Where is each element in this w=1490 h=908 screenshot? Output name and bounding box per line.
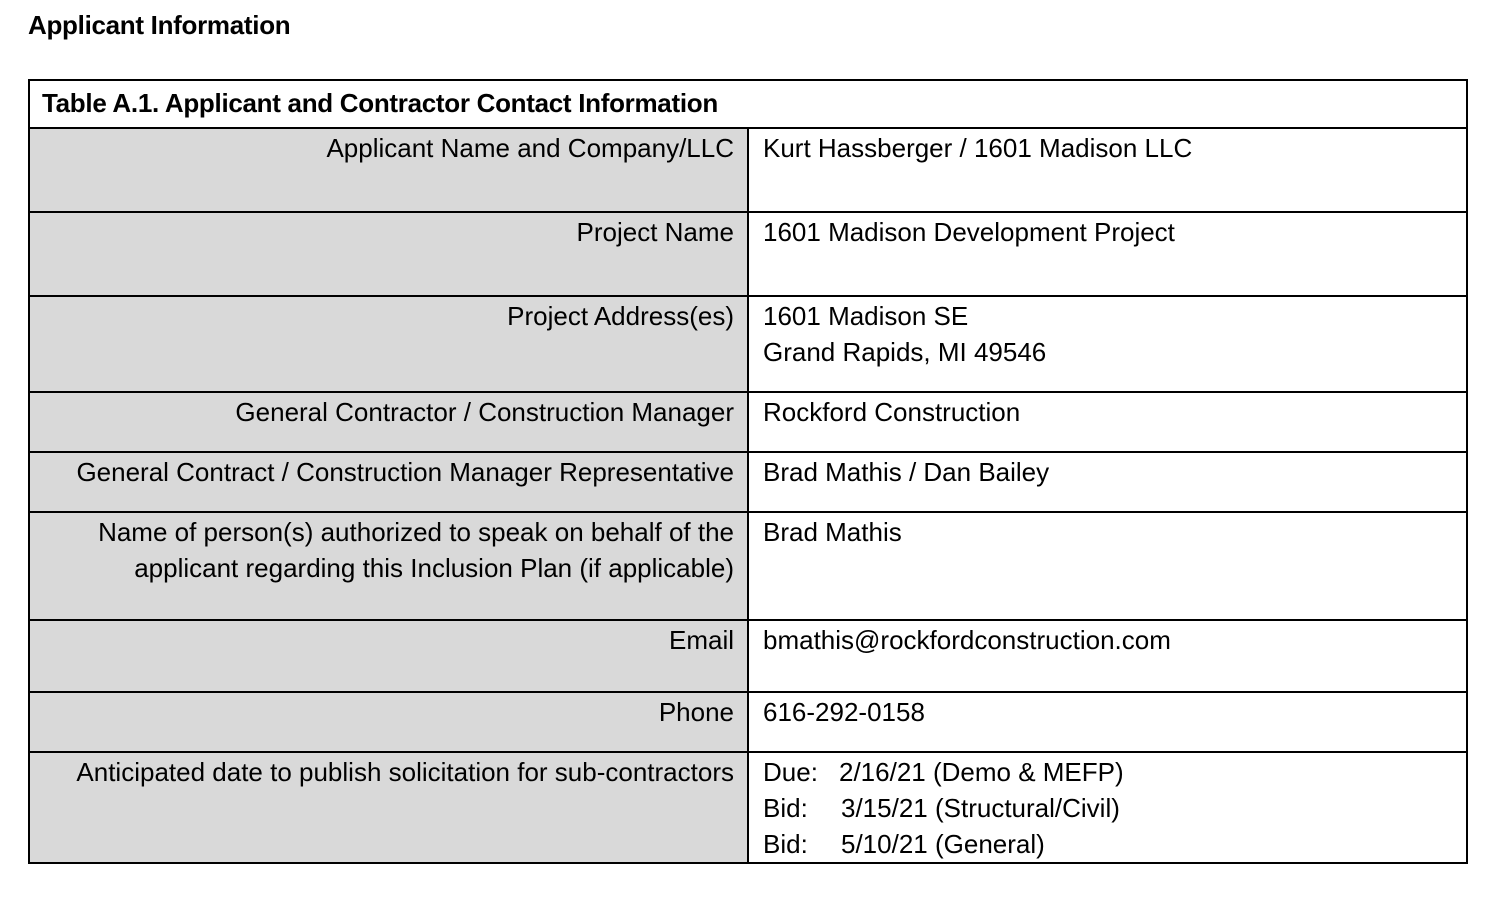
- contractor-representative-value: Brad Mathis / Dan Bailey: [748, 452, 1467, 512]
- table-caption: Table A.1. Applicant and Contractor Contact Information: [29, 80, 1467, 128]
- authorized-person-label: Name of person(s) authorized to speak on behalf of the applicant regarding this Inclusion Plan (if applicable): [29, 512, 748, 620]
- project-address-value: 1601 Madison SE Grand Rapids, MI 49546: [748, 296, 1467, 392]
- schedule-item: Due: 2/16/21 (Demo & MEFP): [763, 757, 1124, 787]
- table-row: [29, 212, 1467, 296]
- table-row: [29, 752, 1467, 863]
- solicitation-schedule: [748, 752, 1467, 863]
- general-contractor-label: General Contractor / Construction Manager: [29, 392, 748, 452]
- phone-label: Phone: [29, 692, 748, 752]
- table-row: [29, 392, 1467, 452]
- phone-value: 616-292-0158: [748, 692, 1467, 752]
- contractor-representative-label: General Contract / Construction Manager Representative: [29, 452, 748, 512]
- table-caption-row: [29, 80, 1467, 128]
- email-value: bmathis@rockfordconstruction.com: [748, 620, 1467, 692]
- project-address-label: Project Address(es): [29, 296, 748, 392]
- schedule-item: Bid: 5/10/21 (General): [763, 829, 1045, 859]
- authorized-person-value: Brad Mathis: [748, 512, 1467, 620]
- table-row: [29, 512, 1467, 620]
- table-row: [29, 296, 1467, 392]
- applicant-name-value: Kurt Hassberger / 1601 Madison LLC: [748, 128, 1467, 212]
- table-row: [29, 128, 1467, 212]
- table-row: [29, 620, 1467, 692]
- solicitation-date-label: Anticipated date to publish solicitation for sub-contractors: [29, 752, 748, 863]
- section-heading: Applicant Information: [28, 10, 291, 40]
- contact-info-table: [28, 79, 1468, 864]
- schedule-item: Bid: 3/15/21 (Structural/Civil): [763, 793, 1120, 823]
- project-name-label: Project Name: [29, 212, 748, 296]
- email-label: Email: [29, 620, 748, 692]
- project-name-value: 1601 Madison Development Project: [748, 212, 1467, 296]
- table-row: [29, 452, 1467, 512]
- table-row: [29, 692, 1467, 752]
- applicant-name-label: Applicant Name and Company/LLC: [29, 128, 748, 212]
- general-contractor-value: Rockford Construction: [748, 392, 1467, 452]
